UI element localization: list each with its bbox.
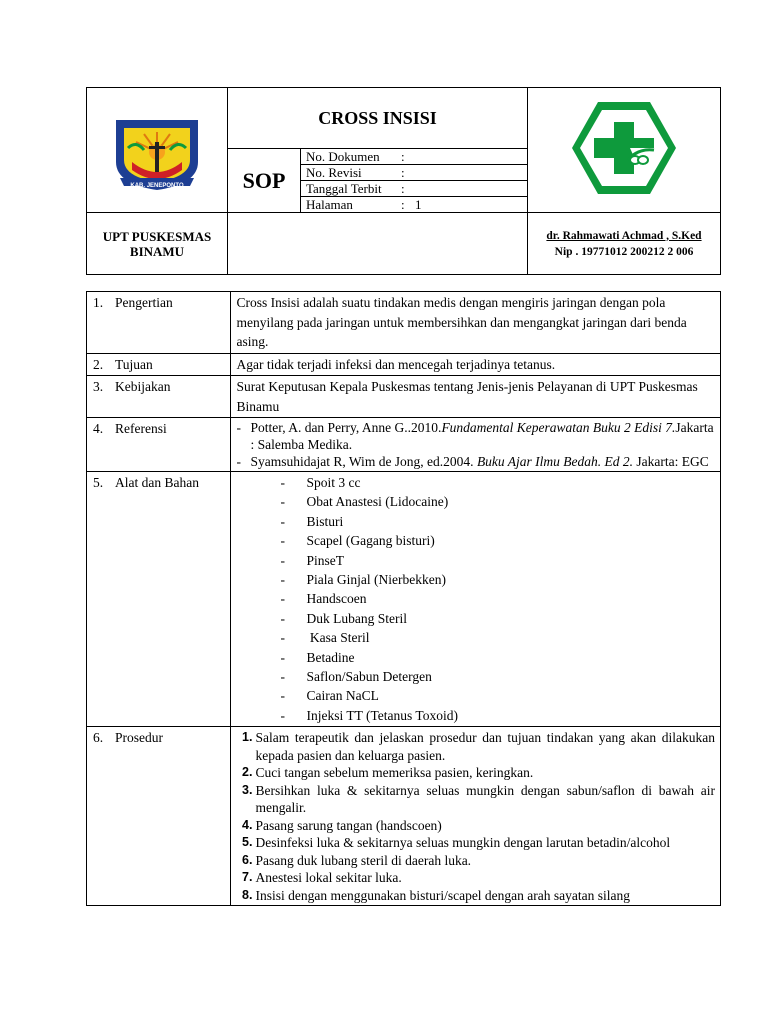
sop-label: SOP: [228, 149, 301, 213]
references-list: [231, 418, 721, 472]
signature-area: [228, 213, 528, 275]
document-meta-cell: [301, 149, 528, 213]
row-referensi: 4. Referensi - Potter, A. dan Perry, Anne G..2010.Fundamental Keperawatan Buku 2 Edisi 7.Jakarta : Salemba Medika. - Syamsuhidajat R, Wim de Jong, ed.2004. Buku Ajar Ilmu Bedah. Ed 2. Jakarta: EGC: [87, 418, 721, 472]
regency-logo-caption: KAB. JENEPONTO: [130, 182, 184, 189]
sop-header-table: [86, 87, 721, 275]
tools-list: [236, 473, 715, 725]
meta-row-halaman: Halaman : 1: [306, 196, 422, 212]
list-item: 4. Pasang sarung tangan (handscoen): [242, 817, 442, 833]
list-item: 7. Anestesi lokal sekitar luka.: [242, 870, 402, 886]
list-item: 1. Salam terapeutik dan jelaskan prosedur dan tujuan tindakan yang akan dilakukan kepada pasien dan keluarga pasien.: [242, 730, 715, 763]
list-item: - Duk Lubang Steril: [280, 610, 407, 626]
signer-nip: Nip . 19771012 200212 2 006: [554, 245, 694, 258]
regency-logo-cell: [87, 88, 228, 213]
procedure-steps: [236, 729, 715, 904]
row-prosedur: 6. Prosedur 1. Salam terapeutik dan jelaskan prosedur dan tujuan tindakan yang akan dilakukan kepada pasien dan keluarga pasien. 2. Cuci tangan sebelum memeriksa pasien, keringkan. 3. Bersihkan luka & sekitarnya seluas mungkin dengan sabun/saflon di bawah air mengalir. 4. Pasang sarung tangan (handscoen) 5. Desinfeksi luka & sekitarnya seluas mungkin dengan larutan betadin/alcohol 6. Pasang duk lubang steril di daerah luka. 7. Anestesi lokal sekitar luka. 8. Insisi dengan menggunakan bisturi/scapel dengan arah sayatan silang: [87, 727, 721, 906]
list-item: - Scapel (Gagang bisturi): [280, 533, 435, 549]
row-alat-dan-bahan: 5. Alat dan Bahan - Spoit 3 cc - Obat Anastesi (Lidocaine) - Bisturi - Scapel (Gagang bisturi) - PinseT - Piala Ginjal (Nierbekken) - Handscoen - Duk Lubang Steril - Kasa Steril - Betadine - Saflon/Sabun Detergen - Cairan NaCL - Injeksi TT (Tetanus Toxoid): [87, 472, 721, 727]
meta-row-tanggal-terbit: Tanggal Terbit :: [301, 181, 527, 197]
reference-item: - Potter, A. dan Perry, Anne G..2010.Fundamental Keperawatan Buku 2 Edisi 7.Jakarta : Salemba Medika.: [236, 420, 714, 452]
document-meta-table: [301, 149, 527, 212]
list-item: - Piala Ginjal (Nierbekken): [280, 572, 446, 588]
list-item: 8. Insisi dengan menggunakan bisturi/scapel dengan arah sayatan silang: [242, 887, 630, 903]
text-tujuan: Agar tidak terjadi infeksi dan mencegah terjadinya tetanus.: [231, 353, 721, 376]
label-prosedur: Prosedur: [115, 730, 163, 746]
list-item: - Handscoen: [280, 591, 367, 607]
puskesmas-logo-icon: [568, 98, 680, 198]
list-item: 6. Pasang duk lubang steril di daerah luka.: [242, 852, 472, 868]
list-item: - Kasa Steril: [280, 630, 370, 646]
row-tujuan: 2. Tujuan Agar tidak terjadi infeksi dan mencegah terjadinya tetanus.: [87, 353, 721, 376]
label-alat-dan-bahan: Alat dan Bahan: [115, 475, 199, 490]
list-item: 3. Bersihkan luka & sekitarnya seluas mungkin dengan sabun/saflon di bawah air mengalir.: [242, 782, 715, 816]
regency-emblem-icon: [108, 112, 206, 194]
row-kebijakan: 3. Kebijakan Surat Keputusan Kepala Puskesmas tentang Jenis-jenis Pelayanan di UPT Puskesmas Binamu: [87, 376, 721, 418]
list-item: 2. Cuci tangan sebelum memeriksa pasien, keringkan.: [242, 765, 534, 781]
list-item: - Injeksi TT (Tetanus Toxoid): [280, 707, 458, 723]
puskesmas-logo-cell: [528, 88, 721, 213]
list-item: - PinseT: [280, 552, 344, 568]
label-pengertian: Pengertian: [115, 295, 173, 310]
meta-row-no-dokumen: No. Dokumen :: [301, 149, 527, 165]
text-pengertian: Cross Insisi adalah suatu tindakan medis dengan mengiris jaringan dengan pola menyilang pada jaringan untuk membersihkan dan mengangkat jaringan dari benda asing.: [231, 292, 721, 354]
list-item: - Spoit 3 cc: [280, 475, 361, 490]
signer-block: [528, 213, 721, 275]
reference-item: - Syamsuhidajat R, Wim de Jong, ed.2004. Buku Ajar Ilmu Bedah. Ed 2. Jakarta: EGC: [236, 454, 709, 469]
list-item: - Bisturi: [280, 513, 344, 529]
label-kebijakan: Kebijakan: [115, 379, 171, 394]
text-kebijakan: Surat Keputusan Kepala Puskesmas tentang Jenis-jenis Pelayanan di UPT Puskesmas Binamu: [231, 376, 721, 418]
list-item: - Obat Anastesi (Lidocaine): [280, 494, 449, 510]
meta-row-no-revisi: No. Revisi :: [301, 165, 527, 181]
label-referensi: Referensi: [115, 421, 167, 436]
organization-name: UPT PUSKESMAS BINAMU: [87, 213, 228, 275]
list-item: - Saflon/Sabun Detergen: [280, 669, 432, 685]
list-item: - Betadine: [280, 649, 355, 665]
list-item: 5. Desinfeksi luka & sekitarnya seluas mungkin dengan larutan betadin/alcohol: [242, 835, 671, 851]
sop-title: CROSS INSISI: [228, 88, 528, 149]
label-tujuan: Tujuan: [115, 356, 153, 372]
list-item: - Cairan NaCL: [280, 688, 379, 704]
row-pengertian: 1. Pengertian Cross Insisi adalah suatu tindakan medis dengan mengiris jaringan dengan pola menyilang pada jaringan untuk membersihkan dan mengangkat jaringan dari benda asing.: [87, 292, 721, 354]
signer-name: dr. Rahmawati Achmad , S.Ked: [546, 229, 702, 242]
sop-content-table: [86, 291, 721, 906]
